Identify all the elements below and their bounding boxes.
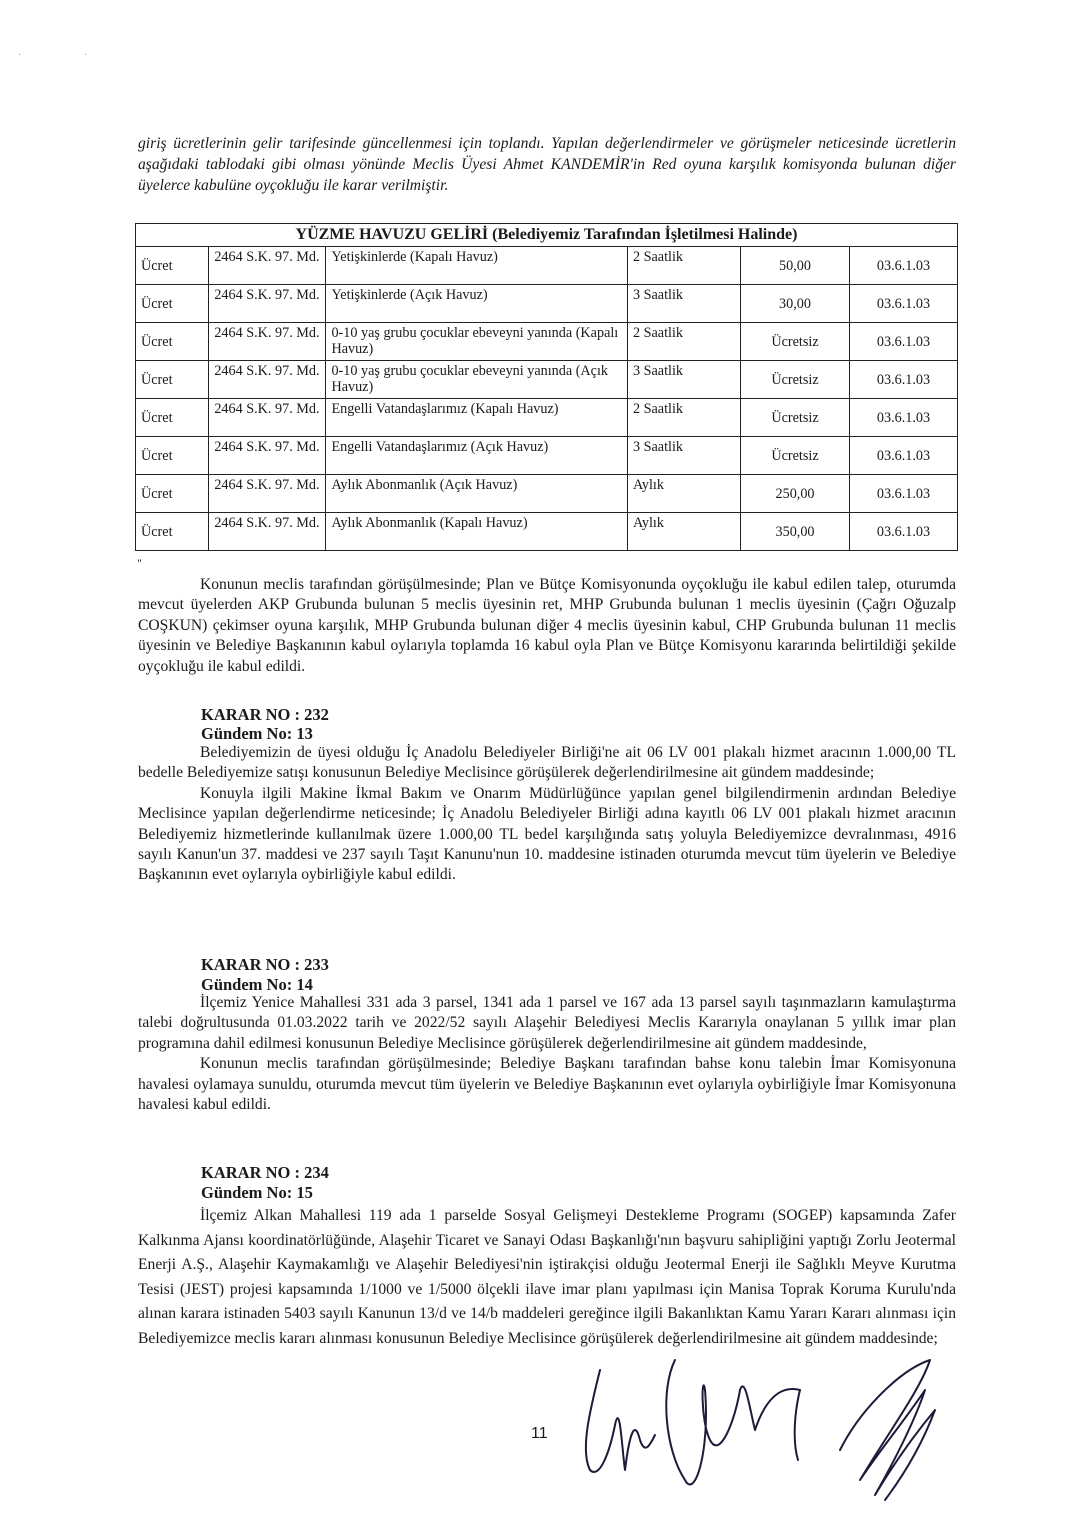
fee-desc-cell: Aylık Abonmanlık (Kapalı Havuz)	[326, 513, 628, 551]
fee-row	[136, 437, 958, 475]
decision-232-number: KARAR NO : 232	[201, 705, 329, 724]
vote-text: Konunun meclis tarafından görüşülmesinde; Plan ve Bütçe Komisyonunda oyçokluğu ile kabul edilen talep, oturumda mevcut üyelerden AKP Grubunda bulunan 5 meclis üyesinin ret, MHP Grubunda bulunan 1 meclis üyesinin (Çağrı Oğuzalp COŞKUN) çekimser oyuna karşılık, MHP Grubunda bulunan diğer 4 meclis üyesinin kabul, CHP Grubunda bulunan 11 meclis üyesinin ve Belediye Başkanının kabul oylarıyla toplamda 16 kabul oyla Plan ve Bütçe Komisyonu kararında belirtildiği şekilde oyçokluğu ile kabul edildi.	[138, 576, 956, 675]
fee-row	[136, 361, 958, 399]
fee-duration-cell: 2 Saatlik	[627, 247, 740, 285]
fee-type-cell: Ücret	[136, 323, 209, 361]
decision-232-agenda: Gündem No: 13	[201, 724, 313, 743]
signature-3	[840, 1360, 935, 1500]
fee-desc-cell: Aylık Abonmanlık (Açık Havuz)	[326, 475, 628, 513]
fee-code-cell: 03.6.1.03	[850, 513, 958, 551]
decision-233-number: KARAR NO : 233	[201, 955, 329, 974]
fee-row	[136, 475, 958, 513]
fee-row	[136, 285, 958, 323]
decision-234-number: KARAR NO : 234	[201, 1163, 329, 1182]
fee-code-cell: 03.6.1.03	[850, 399, 958, 437]
fee-amount-cell: 350,00	[741, 513, 850, 551]
fee-code-cell: 03.6.1.03	[850, 475, 958, 513]
fee-desc-cell: 0-10 yaş grubu çocuklar ebeveyni yanında (Kapalı Havuz)	[326, 323, 628, 361]
intro-paragraph: giriş ücretlerinin gelir tarifesinde güncellenmesi için toplandı. Yapılan değerlendirmeler ve görüşmeler neticesinde ücretlerin aşağıdaki tablodaki gibi olması yönünde Meclis Üyesi Ahmet KANDEMİR'in Red oyuna karşılık komisyonda bulunan diğer üyelerce kabulüne oyçokluğu ile karar verilmiştir.	[138, 135, 956, 194]
vote-paragraph	[138, 575, 956, 677]
page-number: 11	[531, 1425, 548, 1442]
fee-desc-cell: Engelli Vatandaşlarımız (Kapalı Havuz)	[326, 399, 628, 437]
fee-law-cell: 2464 S.K. 97. Md.	[209, 513, 326, 551]
fee-duration-cell: 3 Saatlik	[627, 361, 740, 399]
fee-law-cell: 2464 S.K. 97. Md.	[209, 247, 326, 285]
fee-duration-cell: 2 Saatlik	[627, 399, 740, 437]
fee-row	[136, 513, 958, 551]
fee-code-cell: 03.6.1.03	[850, 247, 958, 285]
fee-row	[136, 399, 958, 437]
fee-amount-cell: Ücretsiz	[741, 361, 850, 399]
fee-type-cell: Ücret	[136, 247, 209, 285]
signatures	[560, 1330, 980, 1510]
fee-code-cell: 03.6.1.03	[850, 361, 958, 399]
signature-2	[666, 1360, 800, 1484]
fee-desc-cell: Yetişkinlerde (Kapalı Havuz)	[326, 247, 628, 285]
decision-234-body	[138, 1204, 956, 1351]
decision-233-p2: Konunun meclis tarafından görüşülmesinde; Belediye Başkanı tarafından bahse konu talebin İmar Komisyonuna havalesi oylamaya sunuldu, oturumda mevcut tüm üyelerin ve Belediye Başkanının evet oylarıyla oybirliğiyle İmar Komisyonuna havalesi kabul edildi.	[138, 1055, 956, 1114]
fee-type-cell: Ücret	[136, 399, 209, 437]
decision-233-body	[138, 993, 956, 1115]
scan-specks: · ·	[18, 50, 118, 61]
fee-desc-cell: Yetişkinlerde (Açık Havuz)	[326, 285, 628, 323]
fee-amount-cell: 30,00	[741, 285, 850, 323]
fee-code-cell: 03.6.1.03	[850, 437, 958, 475]
decision-233-p1: İlçemiz Yenice Mahallesi 331 ada 3 parsel, 1341 ada 1 parsel ve 167 ada 13 parsel sayılı taşınmazların kamulaştırma talebi doğrultusunda 01.03.2022 tarih ve 2022/52 sayılı Alaşehir Belediyesi Meclis Kararıyla onaylanan 5 yıllık imar plan programına dahil edilmesi konusunun Belediye Meclisince görüşülerek değerlendirilmesine ait gündem maddesinde,	[138, 994, 956, 1052]
fee-code-cell: 03.6.1.03	[850, 323, 958, 361]
fee-type-cell: Ücret	[136, 285, 209, 323]
decision-234-agenda: Gündem No: 15	[201, 1183, 313, 1202]
fee-row	[136, 247, 958, 285]
signature-1	[586, 1370, 655, 1472]
fee-table	[135, 223, 958, 551]
decision-234-p1: İlçemiz Alkan Mahallesi 119 ada 1 parselde Sosyal Gelişmeyi Destekleme Programı (SOGEP) kapsamında Zafer Kalkınma Ajansı koordinatörlüğünde, Alaşehir Ticaret ve Sanayi Odası Başkanlığı'nın başvuru sahipliğini yaptığı Zorlu Jeotermal Enerji A.Ş., Alaşehir Kaymakamlığı ve Alaşehir Belediyesi'nin iştirakçisi olduğu Jeotermal Enerji ile Sağlıklı Meyve Kurutma Tesisi (JEST) projesi kapsamında 1/1000 ve 1/5000 ölçekli ilave imar planı yapılması için Manisa Toprak Koruma Kurulu'nda alınan karara istinaden 5403 sayılı Kanunun 13/d ve 14/b maddeleri gereğince ilgili Bakanlıktan Kamu Yararı Kararı alınması için Belediyemizce meclis kararı alınması konusunun Belediye Meclisince görüşülerek değerlendirilmesine ait gündem maddesinde;	[138, 1207, 956, 1347]
fee-duration-cell: Aylık	[627, 475, 740, 513]
fee-desc-cell: Engelli Vatandaşlarımız (Açık Havuz)	[326, 437, 628, 475]
fee-amount-cell: 250,00	[741, 475, 850, 513]
decision-232-body	[138, 743, 956, 886]
decision-232-p2: Konuyla ilgili Makine İkmal Bakım ve Onarım Müdürlüğünce yapılan genel bilgilendirmenin ardından Belediye Meclisince yapılan değerlendirme neticesinde; İç Anadolu Belediyeler Birliği adına kayıtlı 06 LV 001 plakalı hizmet aracının Belediyemiz hizmetlerinde kullanılmak üzere 1.000,00 TL bedel karşılığında satış yoluyla Belediyemizce devralınması, 4916 sayılı Kanun'un 37. maddesi ve 237 sayılı Taşıt Kanunu'nun 10. maddesine istinaden oturumda mevcut tüm üyelerin ve Belediye Başkanının evet oylarıyla oybirliğiyle kabul edildi.	[138, 784, 956, 884]
fee-amount-cell: Ücretsiz	[741, 399, 850, 437]
fee-law-cell: 2464 S.K. 97. Md.	[209, 399, 326, 437]
fee-duration-cell: 2 Saatlik	[627, 323, 740, 361]
decision-232-p1: Belediyemizin de üyesi olduğu İç Anadolu Belediyeler Birliği'ne ait 06 LV 001 plakalı hizmet aracının 1.000,00 TL bedelle Belediyemize satışı konusunun Belediye Meclisince görüşülerek değerlendirilmesine ait gündem maddesinde;	[138, 744, 956, 782]
fee-duration-cell: 3 Saatlik	[627, 285, 740, 323]
closing-quote: "	[137, 556, 142, 570]
fee-desc-cell: 0-10 yaş grubu çocuklar ebeveyni yanında (Açık Havuz)	[326, 361, 628, 399]
fee-table-title: YÜZME HAVUZU GELİRİ (Belediyemiz Tarafından İşletilmesi Halinde)	[136, 224, 958, 247]
fee-law-cell: 2464 S.K. 97. Md.	[209, 475, 326, 513]
fee-amount-cell: Ücretsiz	[741, 323, 850, 361]
fee-law-cell: 2464 S.K. 97. Md.	[209, 361, 326, 399]
fee-type-cell: Ücret	[136, 437, 209, 475]
fee-duration-cell: 3 Saatlik	[627, 437, 740, 475]
fee-code-cell: 03.6.1.03	[850, 285, 958, 323]
fee-law-cell: 2464 S.K. 97. Md.	[209, 437, 326, 475]
fee-row	[136, 323, 958, 361]
fee-amount-cell: Ücretsiz	[741, 437, 850, 475]
fee-type-cell: Ücret	[136, 361, 209, 399]
fee-duration-cell: Aylık	[627, 513, 740, 551]
fee-type-cell: Ücret	[136, 475, 209, 513]
fee-amount-cell: 50,00	[741, 247, 850, 285]
fee-law-cell: 2464 S.K. 97. Md.	[209, 323, 326, 361]
fee-law-cell: 2464 S.K. 97. Md.	[209, 285, 326, 323]
decision-233-agenda: Gündem No: 14	[201, 975, 313, 994]
fee-type-cell: Ücret	[136, 513, 209, 551]
